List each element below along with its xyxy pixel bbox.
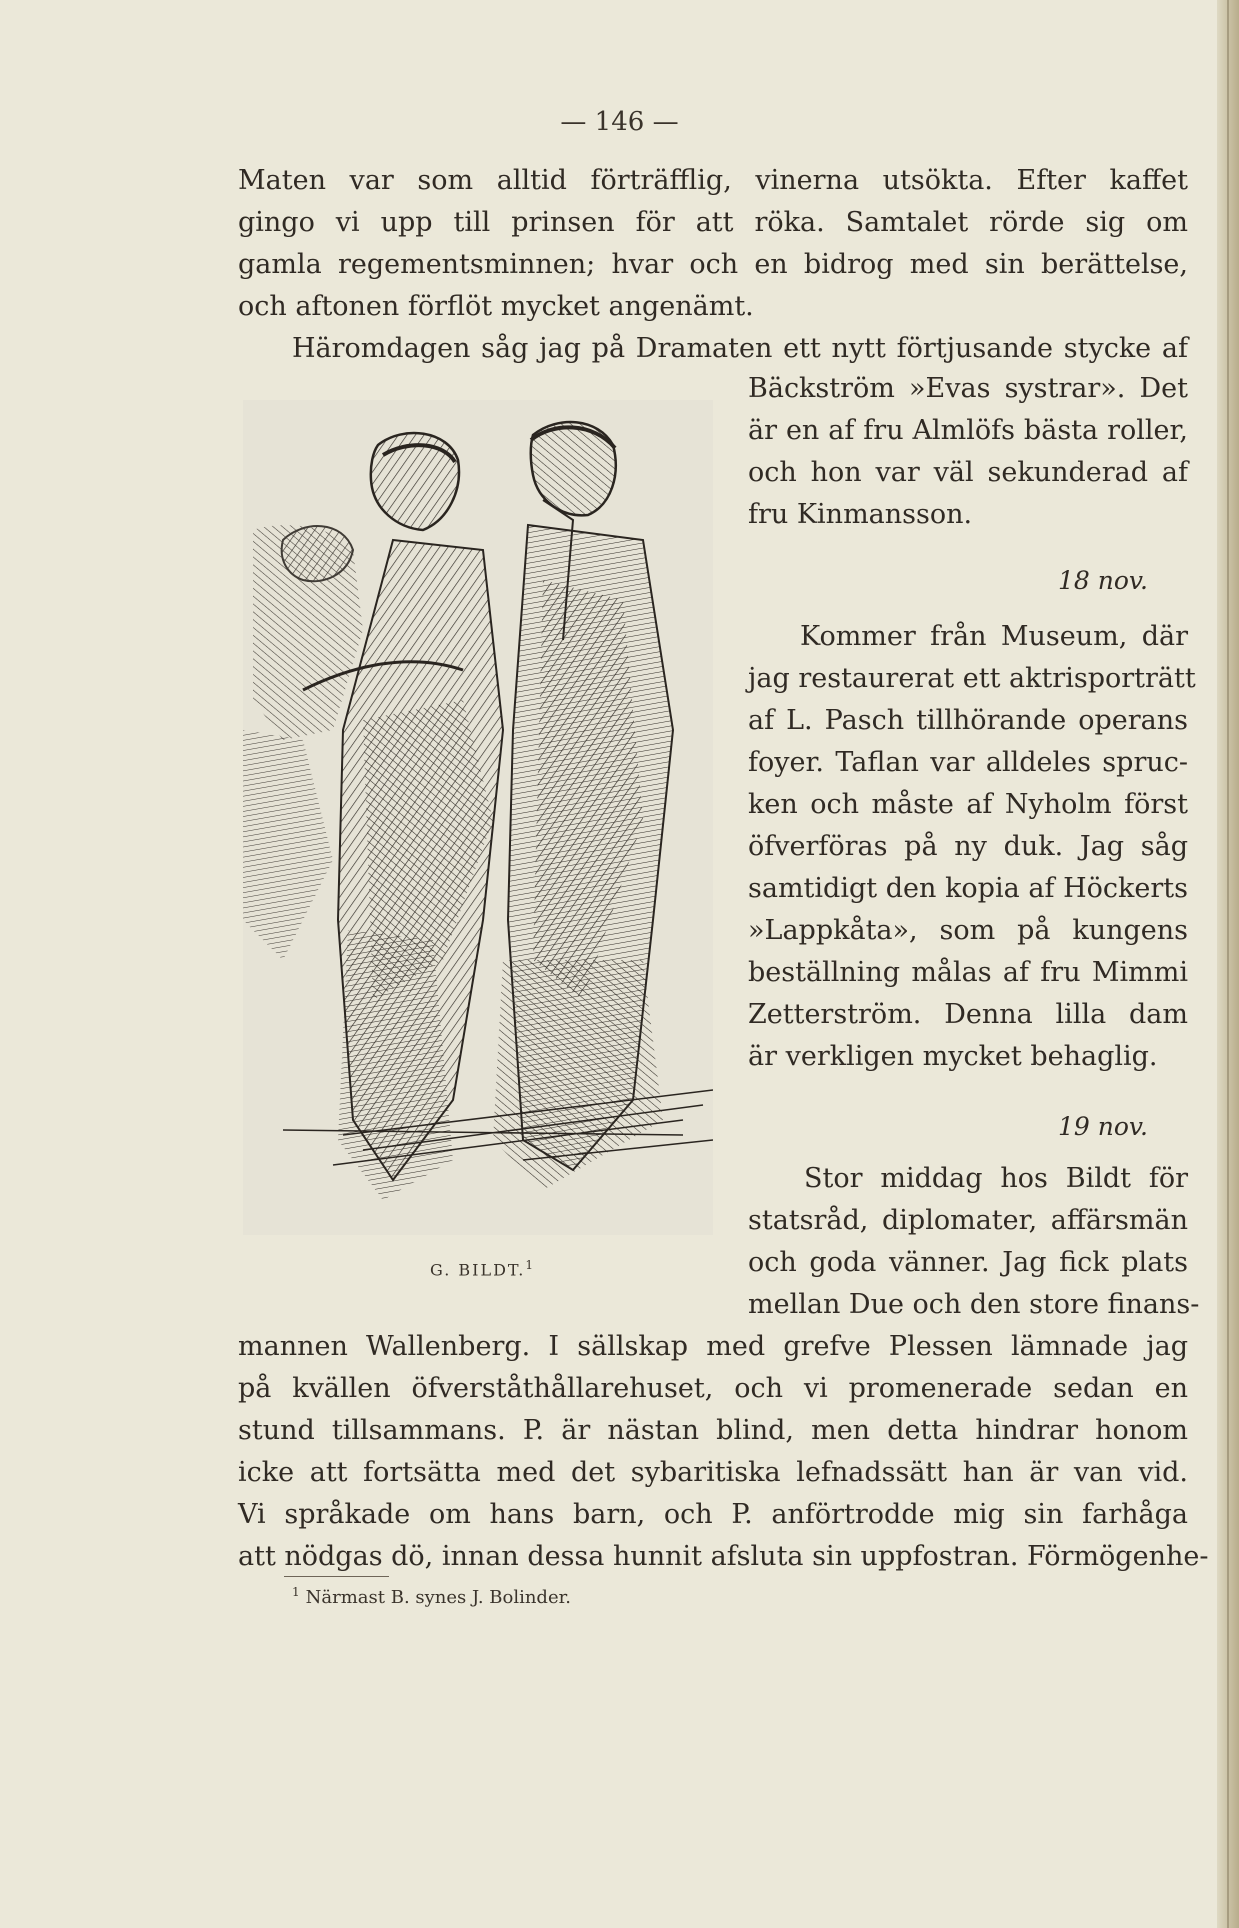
illustration-caption: G. BILDT.$^1$ — [430, 1258, 533, 1280]
column-line: är verkligen mycket behaglig. — [748, 1041, 1158, 1072]
column-line: Zetterström. Denna lilla dam — [748, 999, 1188, 1030]
column-line: fru Kinmansson. — [748, 499, 973, 530]
text-line: mannen Wallenberg. I sällskap med grefve Plessen lämnade jag — [238, 1331, 1188, 1362]
text-line: och aftonen förflöt mycket angenämt. — [238, 291, 754, 322]
column-line: Kommer från Museum, där — [800, 621, 1188, 652]
column-line: statsråd, diplomater, affärsmän — [748, 1205, 1188, 1236]
column-line: är en af fru Almlöfs bästa roller, — [748, 415, 1188, 446]
text-line: Maten var som alltid förträfflig, vinerna utsökta. Efter kaffet — [238, 165, 1188, 196]
text-line: på kvällen öfverståthållarehuset, och vi promenerade sedan en — [238, 1373, 1188, 1404]
column-line: »Lappkåta», som på kungens — [748, 915, 1188, 946]
footnote-rule — [284, 1576, 389, 1577]
column-line: öfverföras på ny duk. Jag såg — [748, 831, 1188, 862]
text-line: icke att fortsätta med det sybaritiska lefnadssätt han är van vid. — [238, 1457, 1188, 1488]
column-line: Bäckström »Evas systrar». Det — [748, 373, 1188, 404]
date-heading: 18 nov. — [1057, 566, 1148, 595]
text-line: Häromdagen såg jag på Dramaten ett nytt förtjusande stycke af — [292, 333, 1188, 364]
column-line: Stor middag hos Bildt för — [804, 1163, 1188, 1194]
page-edge-line — [1227, 0, 1229, 1928]
column-line: foyer. Taflan var alldeles spruc- — [748, 747, 1188, 778]
column-line: ken och måste af Nyholm först — [748, 789, 1188, 820]
text-line: gingo vi upp till prinsen för att röka. Samtalet rörde sig om — [238, 207, 1188, 238]
footnote: $^1$ Närmast B. synes J. Bolinder. — [292, 1585, 571, 1608]
column-line: jag restaurerat ett aktrisporträtt — [748, 663, 1196, 694]
text-line: att nödgas dö, innan dessa hunnit afsluta sin uppfostran. Förmögenhe- — [238, 1541, 1209, 1572]
text-line: Vi språkade om hans barn, och P. anförtrodde mig sin farhåga — [238, 1499, 1188, 1530]
column-line: samtidigt den kopia af Höckerts — [748, 873, 1188, 904]
page-number: — 146 — — [560, 107, 679, 137]
column-line: af L. Pasch tillhörande operans — [748, 705, 1188, 736]
column-line: och goda vänner. Jag fick plats — [748, 1247, 1188, 1278]
right-figure — [493, 422, 673, 1190]
sketch-illustration — [243, 400, 713, 1235]
date-heading: 19 nov. — [1057, 1112, 1148, 1141]
text-line: stund tillsammans. P. är nästan blind, men detta hindrar honom — [238, 1415, 1188, 1446]
text-line: gamla regementsminnen; hvar och en bidrog med sin berättelse, — [238, 249, 1188, 280]
column-line: beställning målas af fru Mimmi — [748, 957, 1188, 988]
column-line: mellan Due och den store finans- — [748, 1289, 1200, 1320]
column-line: och hon var väl sekunderad af — [748, 457, 1188, 488]
